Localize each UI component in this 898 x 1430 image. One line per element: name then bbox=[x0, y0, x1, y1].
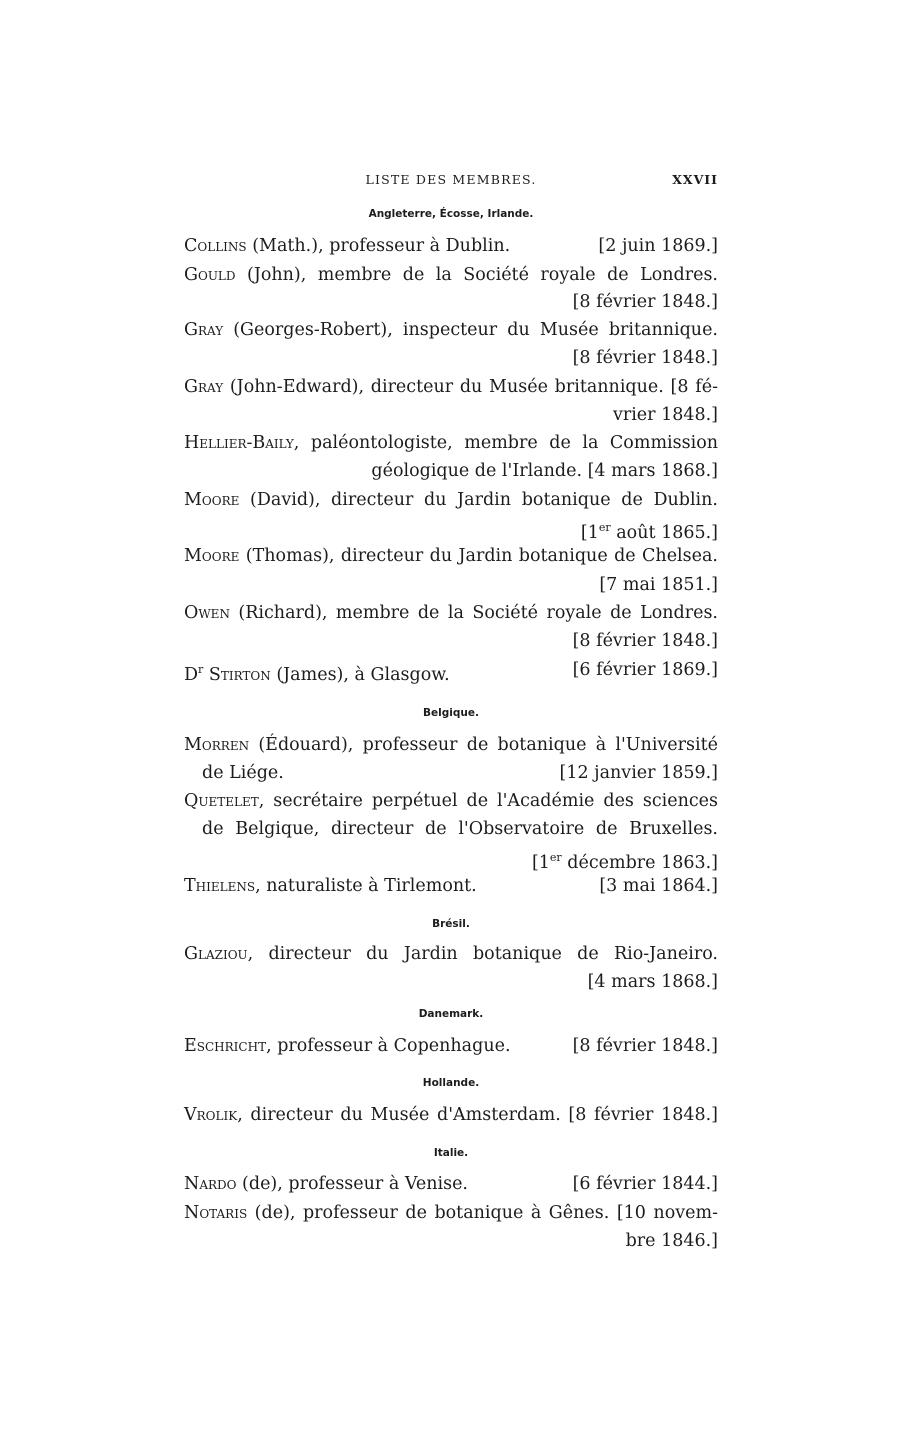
member-desc: (James), à Glasgow. bbox=[270, 665, 450, 685]
member-date: géologique de l'Irlande. [4 mars 1868.] bbox=[371, 461, 718, 481]
member-entry bbox=[184, 1032, 718, 1060]
member-date: [6 février 1844.] bbox=[572, 1174, 718, 1194]
member-name: Stirton bbox=[208, 665, 271, 685]
member-entry bbox=[184, 599, 718, 627]
section-heading: Brésil. bbox=[432, 918, 470, 930]
member-desc: (Édouard), professeur de botanique à l'Université bbox=[249, 735, 718, 755]
member-desc: (Math.), professeur à Dublin. bbox=[246, 236, 511, 256]
member-entry bbox=[184, 731, 718, 759]
member-desc: (John), membre de la Société royale de Londres. bbox=[235, 265, 718, 285]
member-date: [1er décembre 1863.] bbox=[531, 851, 718, 873]
member-date: [8 février 1848.] bbox=[572, 292, 718, 312]
member-name: Gould bbox=[184, 265, 236, 285]
member-desc: , secrétaire perpétuel de l'Académie des sciences bbox=[258, 791, 718, 811]
member-entry-continuation bbox=[202, 815, 718, 843]
member-entry-continuation bbox=[184, 344, 718, 372]
member-name: Gray bbox=[184, 377, 224, 397]
member-entry-continuation bbox=[184, 627, 718, 655]
member-entry bbox=[184, 373, 718, 401]
member-entry bbox=[184, 940, 718, 968]
member-name: Moore bbox=[184, 546, 240, 566]
member-name: Notaris bbox=[184, 1203, 248, 1223]
member-date: [4 mars 1868.] bbox=[587, 972, 718, 992]
member-date: [3 mai 1864.] bbox=[599, 876, 718, 896]
member-desc: (Richard), membre de la Société royale de Londres. bbox=[229, 603, 718, 623]
member-date: [12 janvier 1859.] bbox=[559, 763, 718, 783]
member-entry-continuation bbox=[184, 288, 718, 316]
member-name: Gray bbox=[184, 320, 224, 340]
member-entry-continuation bbox=[184, 844, 718, 872]
member-entry bbox=[184, 787, 718, 815]
section-heading: Angleterre, Écosse, Irlande. bbox=[368, 208, 534, 220]
header-title: LISTE DES MEMBRES. bbox=[365, 172, 537, 187]
member-desc: (David), directeur du Jardin botanique de Dublin. bbox=[239, 490, 718, 510]
member-entry bbox=[184, 1170, 718, 1198]
member-desc: (Thomas), directeur du Jardin botanique de Chelsea. bbox=[239, 546, 718, 566]
member-entry-continuation bbox=[184, 457, 718, 485]
section-heading: Belgique. bbox=[423, 707, 479, 719]
member-desc: , naturaliste à Tirlemont. bbox=[255, 876, 477, 896]
member-date: [7 mai 1851.] bbox=[599, 575, 718, 595]
member-entry-continuation bbox=[184, 514, 718, 542]
running-header bbox=[184, 172, 718, 192]
member-date: [8 février 1848.] bbox=[572, 1036, 718, 1056]
member-desc: (de), professeur de botanique à Gênes. [10 novem- bbox=[247, 1203, 718, 1223]
member-entry-continuation bbox=[184, 1227, 718, 1255]
member-name: Thielens bbox=[184, 876, 256, 896]
member-date: vrier 1848.] bbox=[612, 405, 718, 425]
member-entry-continuation bbox=[184, 401, 718, 429]
section-heading: Danemark. bbox=[418, 1008, 484, 1020]
member-date: [1er août 1865.] bbox=[580, 521, 718, 543]
member-name: Morren bbox=[184, 735, 250, 755]
member-date: bre 1846.] bbox=[625, 1231, 718, 1251]
member-desc: (John-Edward), directeur du Musée britannique. [8 fé- bbox=[223, 377, 718, 397]
member-name: Quetelet bbox=[184, 791, 259, 811]
member-date: [8 février 1848.] bbox=[572, 631, 718, 651]
member-desc: , paléontologiste, membre de la Commission bbox=[293, 433, 718, 453]
section-heading: Italie. bbox=[433, 1147, 469, 1159]
member-name: Owen bbox=[184, 603, 230, 623]
member-name: Moore bbox=[184, 490, 240, 510]
member-entry bbox=[184, 261, 718, 289]
member-name: Collins bbox=[184, 236, 247, 256]
member-name: Vrolik bbox=[184, 1105, 238, 1125]
member-entry bbox=[184, 429, 718, 457]
member-desc: de Liége. bbox=[202, 763, 284, 783]
member-entry-continuation bbox=[184, 968, 718, 996]
member-desc: (Georges-Robert), inspecteur du Musée britannique. bbox=[223, 320, 718, 340]
member-entry-continuation bbox=[184, 571, 718, 599]
member-desc: de Belgique, directeur de l'Observatoire de Bruxelles. bbox=[202, 819, 718, 839]
member-entry bbox=[184, 872, 718, 900]
member-entry bbox=[184, 232, 718, 260]
member-entry bbox=[184, 1199, 718, 1227]
member-name: Eschricht bbox=[184, 1036, 267, 1056]
member-date: [8 février 1848.] bbox=[572, 348, 718, 368]
member-desc: , professeur à Copenhague. bbox=[266, 1036, 511, 1056]
member-name: Hellier-Baily bbox=[184, 433, 294, 453]
member-desc: , directeur du Musée d'Amsterdam. [8 février 1848.] bbox=[237, 1105, 718, 1125]
member-entry bbox=[184, 486, 718, 514]
member-date: [6 février 1869.] bbox=[572, 660, 718, 680]
member-entry bbox=[184, 1101, 718, 1129]
member-desc: , directeur du Jardin botanique de Rio-Janeiro. bbox=[247, 944, 718, 964]
member-name: Nardo bbox=[184, 1174, 237, 1194]
section-heading: Hollande. bbox=[422, 1077, 480, 1089]
member-entry bbox=[184, 316, 718, 344]
member-date: [2 juin 1869.] bbox=[598, 236, 718, 256]
member-entry bbox=[184, 542, 718, 570]
member-entry-continuation bbox=[184, 759, 718, 787]
member-entry: $D^r$ Stirton (James), à Glasgow. [6 février 1869.] bbox=[184, 656, 718, 684]
page-number: XXVII bbox=[672, 172, 718, 187]
member-desc: (de), professeur à Venise. bbox=[236, 1174, 468, 1194]
member-name: Glaziou bbox=[184, 944, 248, 964]
